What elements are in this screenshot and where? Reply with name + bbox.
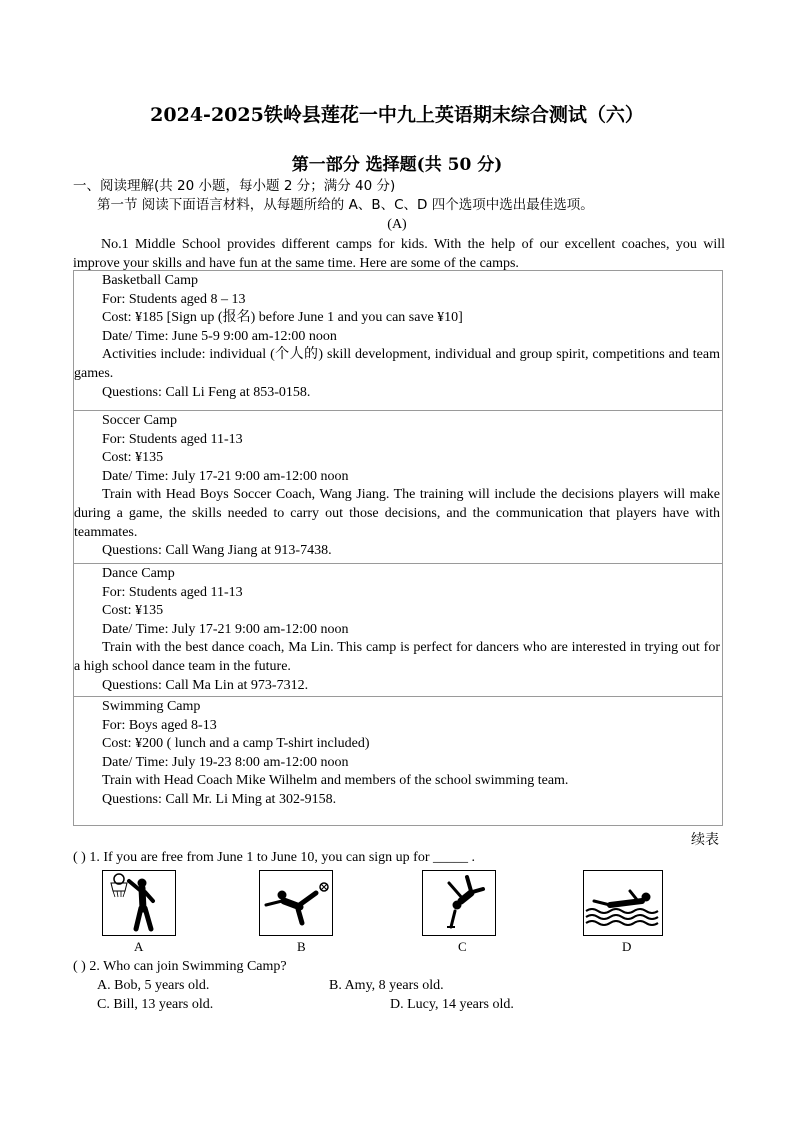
camp-description: Activities include: individual (个人的) skill development, individual and group spirit, competitions and team games. xyxy=(74,347,720,381)
option-b-label: B xyxy=(297,939,306,954)
camp-table xyxy=(73,270,723,826)
question-2-option-d: D. Lucy, 14 years old. xyxy=(390,997,514,1012)
camp-name: Dance Camp xyxy=(102,566,175,581)
section-instruction: 第一节 阅读下面语言材料，从每题所给的 A、B、C、D 四个选项中选出最佳选项。 xyxy=(97,197,594,213)
exam-title: 2024-2025铁岭县莲花一中九上英语期末综合测试（六） xyxy=(150,104,644,126)
option-d-label: D xyxy=(622,939,632,954)
swimmer-icon xyxy=(584,871,661,934)
table-continued-note: 续表 xyxy=(691,832,719,848)
camp-name: Soccer Camp xyxy=(102,413,178,428)
camp-cost: Cost: ¥185 [Sign up (报名) before June 1 and you can save ¥10] xyxy=(102,310,463,326)
camp-eligibility: For: Students aged 11-13 xyxy=(102,431,243,447)
camp-name: Swimming Camp xyxy=(102,699,201,714)
camp-contact: Questions: Call Mr. Li Ming at 302-9158. xyxy=(102,791,337,807)
question-1-stem: ( ) 1. If you are free from June 1 to June 10, you can sign up for _____ . xyxy=(73,850,476,865)
option-b-picture xyxy=(259,870,333,936)
option-c-label: C xyxy=(458,939,467,954)
camp-eligibility: For: Boys aged 8-13 xyxy=(102,717,217,733)
passage-intro: No.1 Middle School provides different camps for kids. With the help of our excellent coaches, you will improve your skills and have fun at the same time. Here are some of the camps. xyxy=(73,237,725,271)
option-c-picture xyxy=(422,870,496,936)
camp-cell-swimming xyxy=(74,697,722,825)
question-2-option-b: B. Amy, 8 years old. xyxy=(329,978,444,993)
option-d-picture xyxy=(583,870,663,936)
camp-date: Date/ Time: July 19-23 8:00 am-12:00 noon xyxy=(102,754,349,770)
dancer-icon xyxy=(423,871,494,934)
option-a-label: A xyxy=(134,939,144,954)
camp-contact: Questions: Call Ma Lin at 973-7312. xyxy=(102,677,309,693)
camp-date: Date/ Time: June 5-9 9:00 am-12:00 noon xyxy=(102,328,337,344)
camp-description: Train with Head Coach Mike Wilhelm and members of the school swimming team. xyxy=(102,773,569,789)
camp-cell-basketball xyxy=(74,271,722,411)
camp-date: Date/ Time: July 17-21 9:00 am-12:00 noon xyxy=(102,621,349,637)
camp-cell-soccer xyxy=(74,411,722,564)
section-heading: 一、阅读理解(共 20 小题，每小题 2 分；满分 40 分) xyxy=(73,178,396,194)
camp-cell-dance xyxy=(74,564,722,697)
camp-contact: Questions: Call Wang Jiang at 913-7438. xyxy=(102,543,332,559)
soccer-player-icon xyxy=(260,871,331,934)
camp-contact: Questions: Call Li Feng at 853-0158. xyxy=(102,384,311,400)
basketball-player-icon xyxy=(103,871,174,934)
question-2-stem: ( ) 2. Who can join Swimming Camp? xyxy=(73,959,287,974)
camp-eligibility: For: Students aged 8 – 13 xyxy=(102,291,246,307)
camp-description: Train with Head Boys Soccer Coach, Wang Jiang. The training will include the decisions players will make during a game, the skills needed to carry out those decisions, and the communication that players have with teammates. xyxy=(74,487,720,540)
camp-cost: Cost: ¥135 xyxy=(102,450,164,466)
question-2-option-a: A. Bob, 5 years old. xyxy=(97,978,210,993)
question-2-option-c: C. Bill, 13 years old. xyxy=(97,997,214,1012)
camp-date: Date/ Time: July 17-21 9:00 am-12:00 noon xyxy=(102,468,349,484)
camp-name: Basketball Camp xyxy=(102,273,199,288)
camp-description: Train with the best dance coach, Ma Lin. This camp is perfect for dancers who are interested in trying out for a high school dance team in the future. xyxy=(74,640,720,674)
passage-label: (A) xyxy=(387,217,407,232)
option-a-picture xyxy=(102,870,176,936)
part-title: 第一部分 选择题(共 50 分) xyxy=(291,155,503,175)
camp-eligibility: For: Students aged 11-13 xyxy=(102,584,243,600)
camp-cost: Cost: ¥200 ( lunch and a camp T-shirt included) xyxy=(102,736,370,752)
camp-cost: Cost: ¥135 xyxy=(102,603,164,619)
